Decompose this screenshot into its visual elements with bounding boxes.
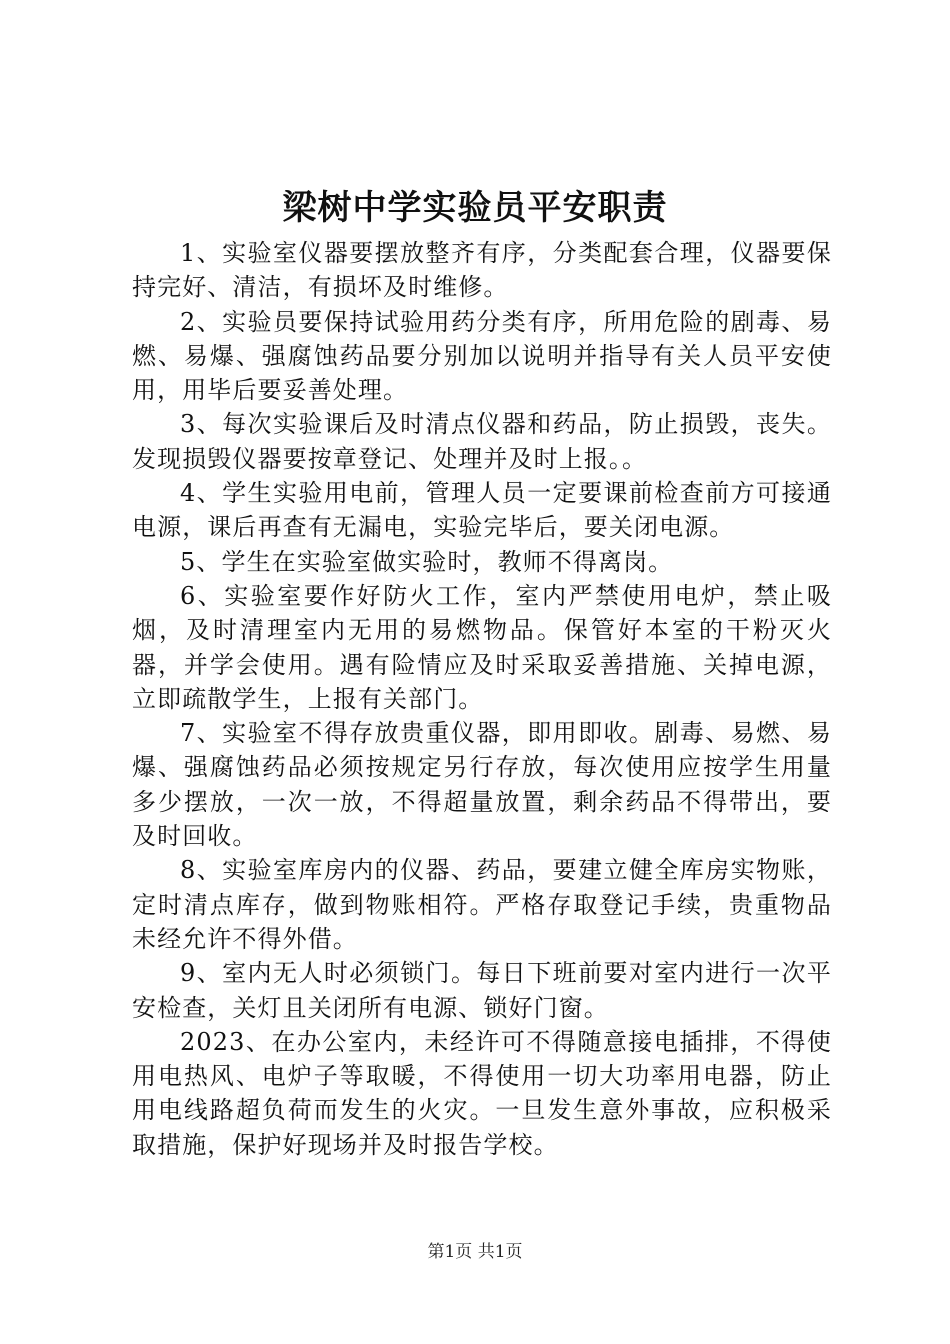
paragraph-1: 1、实验室仪器要摆放整齐有序，分类配套合理，仪器要保持完好、清洁，有损坏及时维修。: [132, 239, 832, 302]
paragraph-5: 5、学生在实验室做实验时，教师不得离岗。: [180, 547, 674, 576]
paragraph-9: 9、室内无人时必须锁门。每日下班前要对室内进行一次平安检查，关灯且关闭所有电源、锁好门窗。: [132, 959, 832, 1022]
paragraph-10: 2023、在办公室内，未经许可不得随意接电插排，不得使用电热风、电炉子等取暖，不得使用一切大功率用电器，防止用电线路超负荷而发生的火灾。一旦发生意外事故，应积极采取措施，保护好现场并及时报告学校。: [132, 1027, 832, 1159]
paragraph-2: 2、实验员要保持试验用药分类有序，所用危险的剧毒、易燃、易爆、强腐蚀药品要分别加以说明并指导有关人员平安使用，用毕后要妥善处理。: [132, 307, 832, 405]
paragraph-3: 3、每次实验课后及时清点仪器和药品，防止损毁，丧失。发现损毁仪器要按章登记、处理并及时上报。。: [132, 410, 832, 473]
paragraph-4: 4、学生实验用电前，管理人员一定要课前检查前方可接通电源，课后再查有无漏电，实验完毕后，要关闭电源。: [132, 479, 832, 542]
paragraph-6: 6、实验室要作好防火工作，室内严禁使用电炉，禁止吸烟，及时清理室内无用的易燃物品。保管好本室的干粉灭火器，并学会使用。遇有险情应及时采取妥善措施、关掉电源，立即疏散学生，上报有关部门。: [132, 581, 832, 713]
paragraph-7: 7、实验室不得存放贵重仪器，即用即收。剧毒、易燃、易爆、强腐蚀药品必须按规定另行存放，每次使用应按学生用量多少摆放，一次一放，不得超量放置，剩余药品不得带出，要及时回收。: [132, 719, 832, 851]
document-title: 梁树中学实验员平安职责: [282, 188, 668, 228]
paragraph-8: 8、实验室库房内的仪器、药品，要建立健全库房实物账，定时清点库存，做到物账相符。严格存取登记手续，贵重物品未经允许不得外借。: [132, 856, 832, 953]
document-body: [132, 236, 832, 1162]
page-footer: 第1页 共1页: [427, 1242, 523, 1262]
